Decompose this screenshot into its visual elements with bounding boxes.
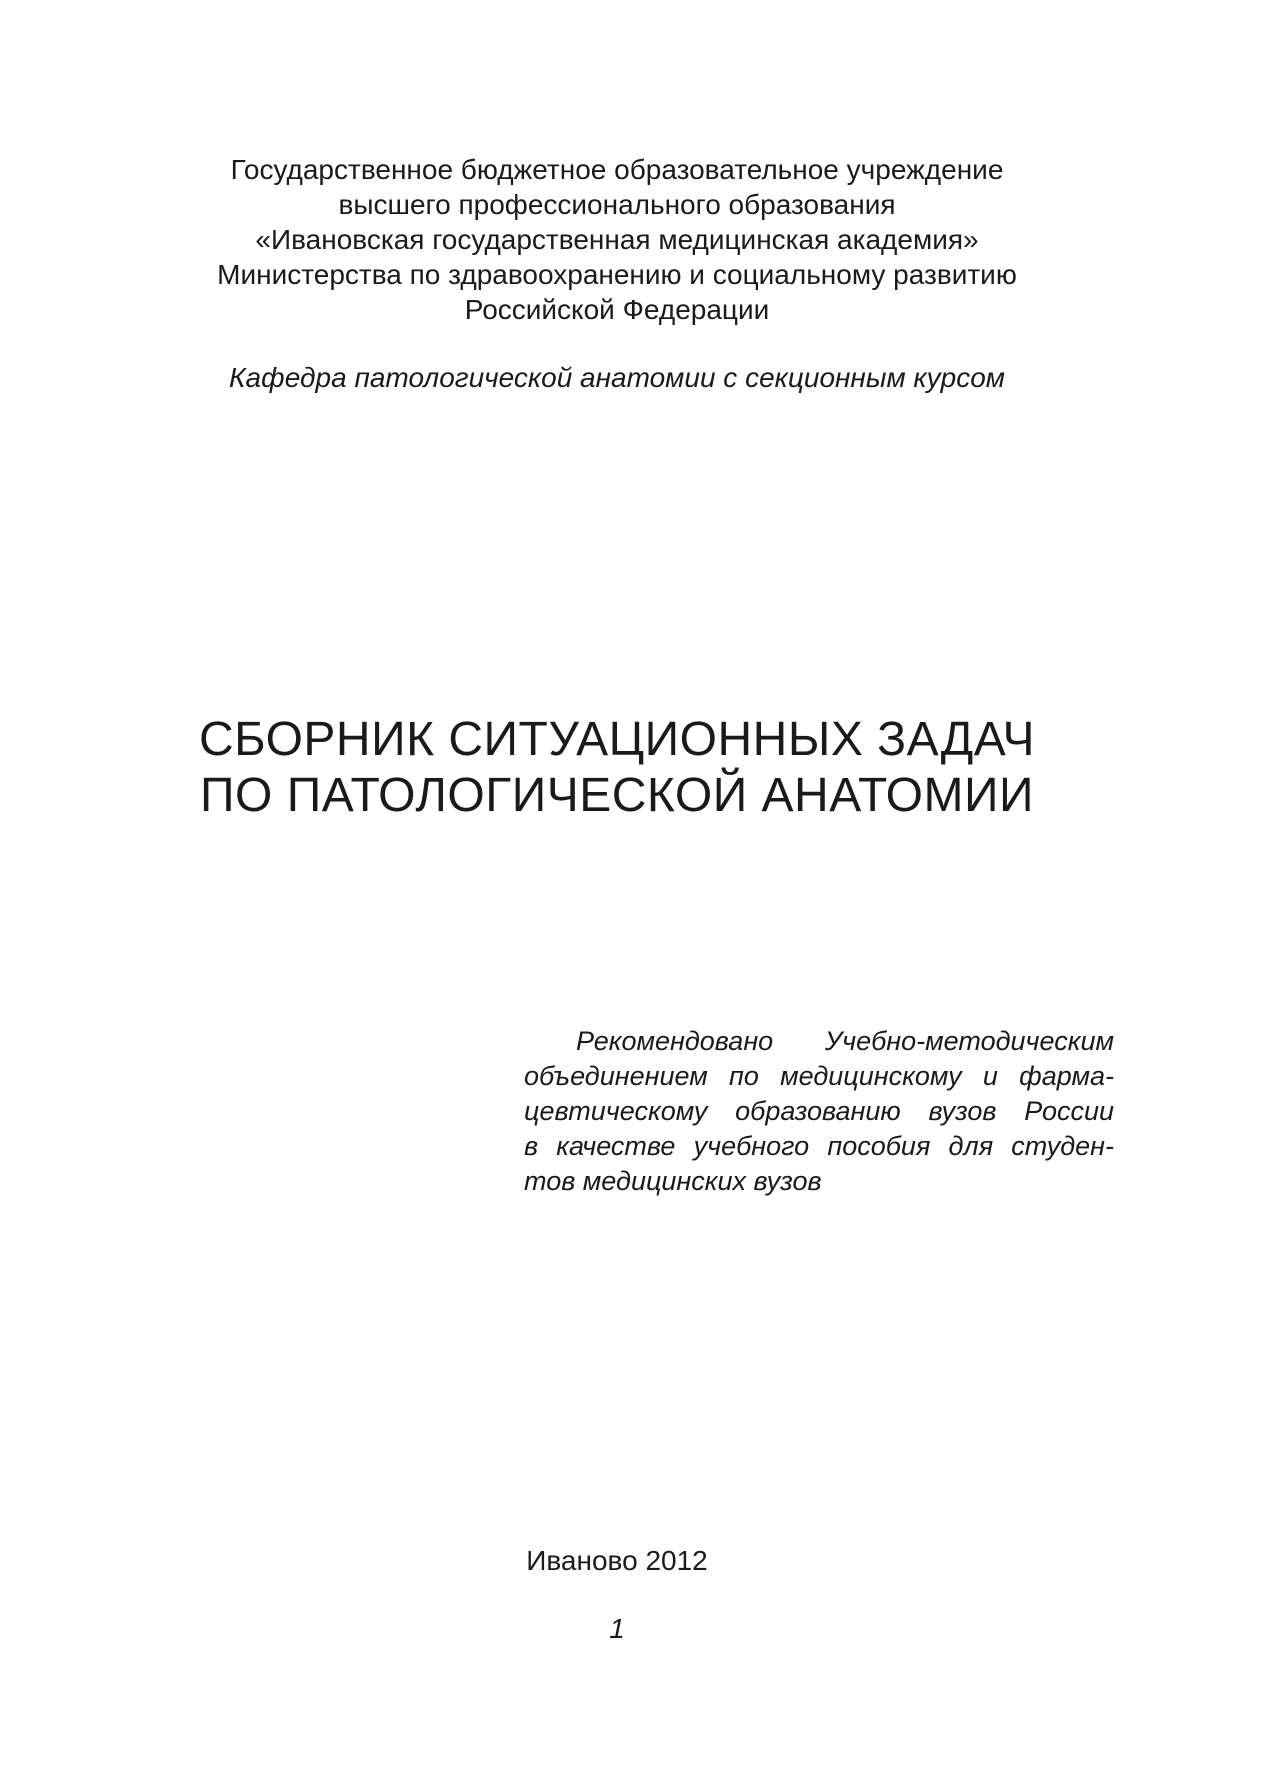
- institution-line: «Ивановская государственная медицинская академия»: [255, 224, 979, 255]
- recommendation-line: цевтическому образованию вузов России: [524, 1096, 1114, 1126]
- page-number: 1: [609, 1613, 625, 1644]
- institution-line: высшего профессионального образования: [338, 189, 896, 220]
- book-title-line: СБОРНИК СИТУАЦИОННЫХ ЗАДАЧ: [198, 713, 1036, 766]
- recommendation-line: в качестве учебного пособия для студен-: [524, 1131, 1114, 1161]
- institution-line: Российской Федерации: [464, 294, 770, 325]
- city-year: Иваново 2012: [526, 1545, 708, 1576]
- institution-line: Государственное бюджетное образовательное учреждение: [230, 154, 1004, 185]
- book-title: [0, 712, 1234, 824]
- institution-block: [0, 152, 1234, 327]
- department-name: Кафедра патологической анатомии с секционным курсом: [229, 362, 1005, 393]
- recommendation-line: объединением по медицинскому и фарма-: [524, 1061, 1114, 1091]
- book-title-line: ПО ПАТОЛОГИЧЕСКОЙ АНАТОМИИ: [200, 769, 1034, 822]
- institution-line: Министерства по здравоохранению и социальному развитию: [217, 259, 1017, 290]
- recommendation-line: Рекомендовано Учебно-методическим: [576, 1026, 1114, 1056]
- recommendation-line: тов медицинских вузов: [524, 1166, 822, 1196]
- recommendation-note: [524, 1024, 1114, 1199]
